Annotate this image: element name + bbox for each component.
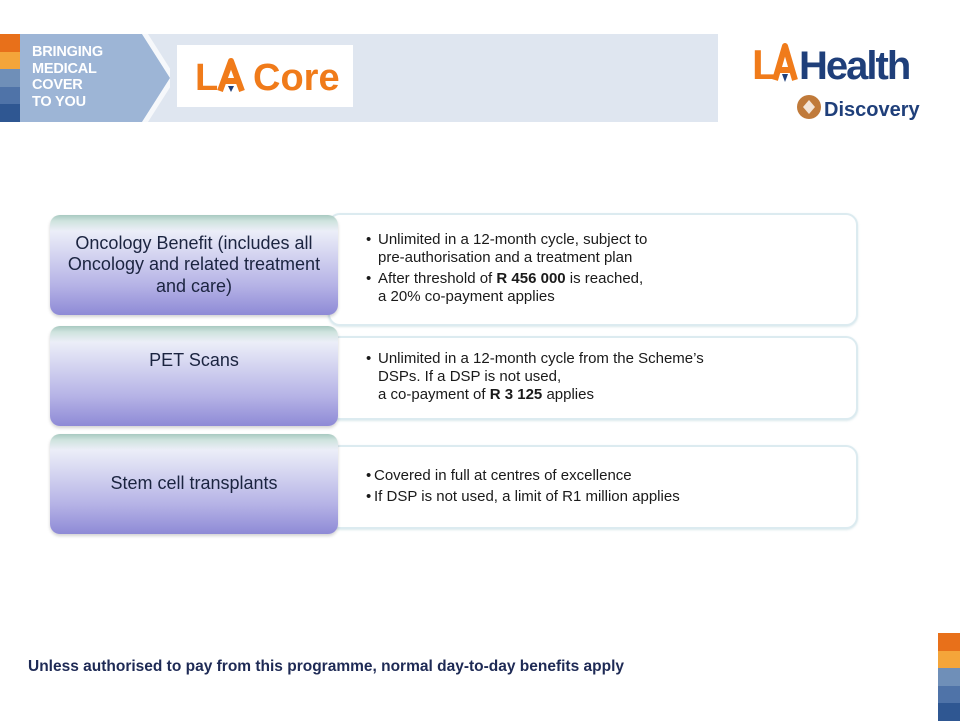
corner-color-stripes: [938, 633, 960, 721]
oncology-bullet-2: • After threshold of R 456 000 is reached, a 20% co-payment applies: [366, 270, 644, 305]
pet-scans-label: PET Scans: [50, 326, 338, 426]
la-health-discovery-logo: [748, 36, 928, 126]
pet-scans-bullet-1: • Unlimited in a 12-month cycle from the Scheme’s DSPs. If a DSP is not used, a co-payment of R 3 125 applies: [366, 350, 704, 403]
la-core-logo: [177, 45, 353, 107]
svg-text:Discovery: Discovery: [824, 99, 920, 121]
stem-cell-label: Stem cell transplants: [50, 434, 338, 534]
svg-text:Core: Core: [253, 57, 340, 99]
stem-cell-bullet-2: • If DSP is not used, a limit of R1 million applies: [366, 488, 680, 505]
oncology-benefit-label: Oncology Benefit (includes all Oncology and related treatment and care): [50, 215, 338, 315]
stem-cell-bullet-1: • Covered in full at centres of excellence: [366, 467, 632, 484]
footer-note: Unless authorised to pay from this programme, normal day-to-day benefits apply: [28, 658, 625, 675]
header-tagline: BRINGING MEDICAL COVER TO YOU: [32, 44, 103, 110]
pet-scans-bullets: [366, 350, 846, 407]
svg-text:L: L: [752, 41, 776, 88]
svg-text:L: L: [195, 57, 219, 99]
oncology-bullet-1: • Unlimited in a 12-month cycle, subject to pre-authorisation and a treatment plan: [366, 231, 648, 266]
svg-text:Health: Health: [799, 44, 910, 88]
header-color-stripes: [0, 34, 20, 122]
oncology-benefit-bullets: [366, 231, 846, 309]
stem-cell-bullets: [366, 467, 846, 509]
